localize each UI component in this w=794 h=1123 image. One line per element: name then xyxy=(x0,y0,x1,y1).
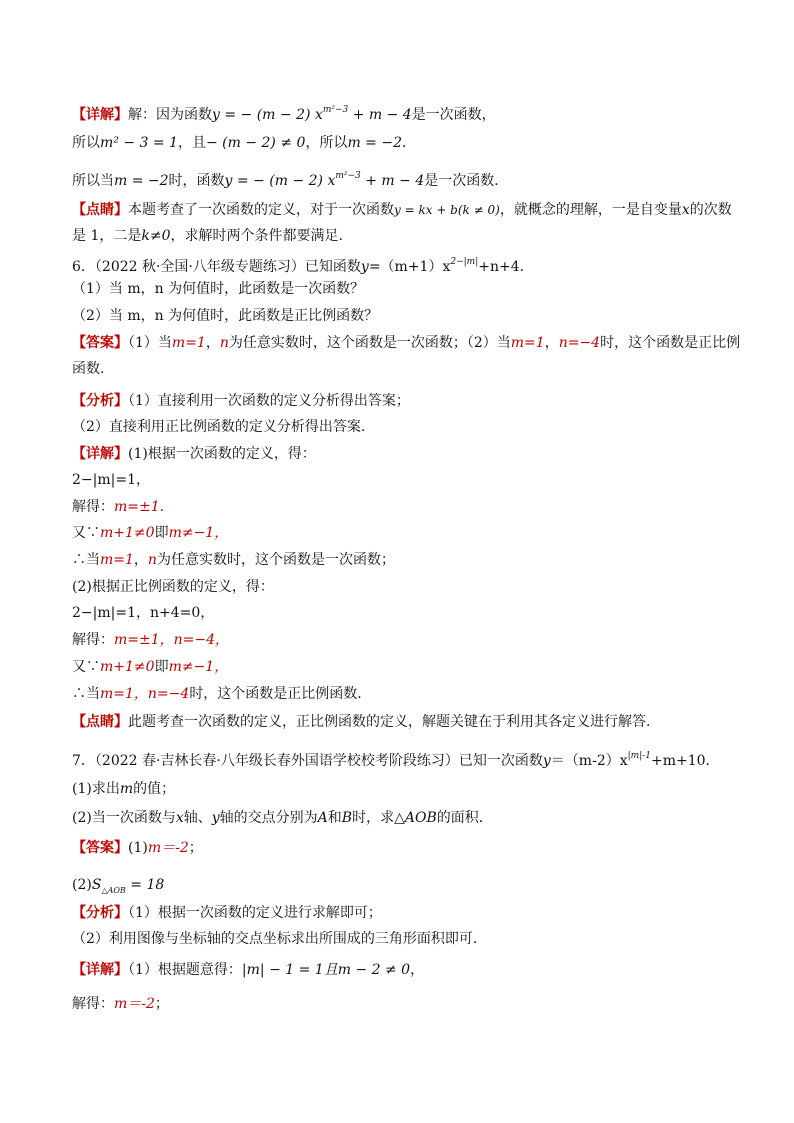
text: ， xyxy=(544,335,559,351)
bracket-open: 【 xyxy=(72,393,86,409)
bracket-open: 【 xyxy=(72,962,86,978)
q6-detail-1 xyxy=(72,444,734,464)
text: =（m+1）x xyxy=(368,259,451,275)
formula: y = − (m − 2) x xyxy=(224,173,336,189)
bracket-open: 【 xyxy=(72,905,86,921)
text: 是一次函数． xyxy=(424,173,509,189)
text: （1）当 xyxy=(128,335,172,351)
bracket-open: 【 xyxy=(72,202,86,218)
detail-label: 详解 xyxy=(86,446,114,462)
bracket-open: 【 xyxy=(72,335,86,351)
k-condition: k≠0 xyxy=(141,228,171,244)
q7-analysis-2: （2）利用图像与坐标轴的交点坐标求出所围成的三角形面积即可． xyxy=(72,931,487,947)
q6-answer-line-2: 函数. xyxy=(72,361,105,377)
text: 即 xyxy=(154,659,169,675)
text: 解得： xyxy=(72,632,114,648)
formula: + m − 4 xyxy=(348,107,412,123)
analysis-label: 分析 xyxy=(86,393,114,409)
text: +n+4． xyxy=(478,259,534,275)
detail-line-2 xyxy=(72,133,734,153)
area-subscript: △AOB xyxy=(101,886,126,895)
text: ； xyxy=(188,840,203,856)
text: 即 xyxy=(154,525,169,541)
text: 的次数 xyxy=(689,202,732,218)
text: 7．（2022 春·吉林长春·八年级长春外国语学校校考阶段练习）已知一次函数 xyxy=(72,753,543,769)
detail-line-3 xyxy=(72,166,734,191)
detail-line-1 xyxy=(72,100,734,125)
text: 时，这个函数是正比例 xyxy=(600,335,741,351)
bracket-close: 】 xyxy=(114,962,128,978)
text: (2)当一次函数与 xyxy=(72,810,176,826)
text: ＝（m-2）x xyxy=(550,753,628,769)
formula: y = kx + b(k ≠ 0) xyxy=(394,203,500,217)
value: m＝-2 xyxy=(147,840,189,856)
value: n=−4 xyxy=(558,335,601,351)
q6-detail-2: 2−|m|=1， xyxy=(72,472,150,488)
formula: − (m − 2) ≠ 0 xyxy=(205,135,306,151)
text: 时，函数 xyxy=(168,173,225,189)
bracket-open: 【 xyxy=(72,107,86,123)
bracket-close: 】 xyxy=(114,840,128,856)
text: 又∵ xyxy=(72,525,100,541)
value: m=1，n=−4 xyxy=(100,686,190,702)
value: m=1 xyxy=(171,335,206,351)
formula: y = − (m − 2) x xyxy=(212,107,323,123)
text: 的值； xyxy=(133,781,176,797)
text: ，就概念的理解，一是自变量 xyxy=(499,202,682,218)
text: 是 1，二是 xyxy=(72,228,142,244)
value: m+1≠0 xyxy=(100,659,155,675)
var-y: y xyxy=(542,753,551,769)
q7-analysis-1 xyxy=(72,903,734,923)
q6-detail-6: (2)根据正比例函数的定义，得： xyxy=(72,579,274,595)
formula: m = −2 xyxy=(347,135,402,151)
q7-sub2 xyxy=(72,808,734,828)
var-x: x xyxy=(681,202,690,218)
bracket-close: 】 xyxy=(114,714,128,730)
formula: + m − 4 xyxy=(360,173,425,189)
text: ； xyxy=(154,996,169,1012)
answer-label: 答案 xyxy=(86,840,114,856)
text: (1)根据一次函数的定义，得： xyxy=(128,446,316,462)
bracket-open: 【 xyxy=(72,446,86,462)
text: ，且 xyxy=(177,135,206,151)
point-b: B xyxy=(341,810,353,826)
text: （1）根据一次函数的定义进行求解即可； xyxy=(128,905,382,921)
q7-title xyxy=(72,746,734,771)
text: ． xyxy=(401,135,416,151)
analysis-label: 分析 xyxy=(86,905,114,921)
text: ∴当 xyxy=(72,552,100,568)
value: n xyxy=(219,335,229,351)
q6-detail-9 xyxy=(72,657,734,677)
text: 解：因为函数 xyxy=(128,107,212,123)
bracket-open: 【 xyxy=(72,714,86,730)
value: m≠−1， xyxy=(168,659,229,675)
text: 和 xyxy=(327,810,342,826)
bracket-close: 】 xyxy=(114,446,128,462)
q6-analysis-1 xyxy=(72,391,734,411)
detail-label: 详解 xyxy=(86,107,114,123)
value: m=±1，n=−4， xyxy=(114,632,230,648)
text: ，所以 xyxy=(305,135,348,151)
text: 为任意实数时，这个函数是一次函数；（2）当 xyxy=(228,335,511,351)
point-a: A xyxy=(317,810,328,826)
text: ， xyxy=(133,552,148,568)
answer-label: 答案 xyxy=(86,335,114,351)
text: +m+10． xyxy=(651,753,720,769)
q6-answer-line-1 xyxy=(72,333,741,353)
text: (2) xyxy=(72,877,92,893)
formula: |m| − 1 = 1且m − 2 ≠ 0 xyxy=(241,962,411,978)
formula: = 18 xyxy=(125,877,165,893)
bracket-close: 】 xyxy=(114,393,128,409)
text: 为任意实数时，这个函数是一次函数； xyxy=(156,552,395,568)
value: m=1 xyxy=(100,552,134,568)
bracket-close: 】 xyxy=(114,905,128,921)
text: 此题考查一次函数的定义，正比例函数的定义，解题关键在于利用其各定义进行解答. xyxy=(128,714,651,730)
q6-detail-3 xyxy=(72,497,734,517)
text: （1）根据题意得： xyxy=(128,962,242,978)
value: n xyxy=(147,552,157,568)
exponent: m²−3 xyxy=(322,105,349,115)
text: 所以 xyxy=(72,135,100,151)
text: 的面积． xyxy=(436,810,493,826)
triangle-aob: AOB xyxy=(404,810,437,826)
text: ∴当 xyxy=(72,686,100,702)
note-label: 点睛 xyxy=(86,202,114,218)
var-m: m xyxy=(119,781,134,797)
area-symbol: S xyxy=(91,877,102,893)
bracket-close: 】 xyxy=(114,335,128,351)
text: 又∵ xyxy=(72,659,100,675)
q7-answer-1 xyxy=(72,838,734,858)
value: m=1 xyxy=(510,335,545,351)
text: (1) xyxy=(128,840,148,856)
text: 时，这个函数是正比例函数. xyxy=(189,686,362,702)
bracket-close: 】 xyxy=(114,202,128,218)
q6-title xyxy=(72,252,734,277)
q6-note xyxy=(72,712,734,732)
bracket-open: 【 xyxy=(72,840,86,856)
q6-analysis-2: （2）直接利用正比例函数的定义分析得出答案. xyxy=(72,419,366,435)
exponent: |m|-1 xyxy=(627,751,651,761)
formula: m² − 3 = 1 xyxy=(100,135,178,151)
exponent: m²−3 xyxy=(335,171,361,181)
q6-detail-10 xyxy=(72,684,734,704)
text: 轴、 xyxy=(183,810,212,826)
text: （1）直接利用一次函数的定义分析得出答案； xyxy=(128,393,410,409)
q7-sub1 xyxy=(72,779,734,799)
q7-answer-2 xyxy=(72,875,734,901)
var-y: y xyxy=(211,810,220,826)
text: 所以当 xyxy=(72,173,114,189)
text: ，求解时两个条件都要满足. xyxy=(170,228,343,244)
formula: m = −2 xyxy=(114,173,169,189)
text: ， xyxy=(205,335,220,351)
q6-sub1: （1）当 m，n 为何值时，此函数是一次函数？ xyxy=(72,281,365,297)
var-x: x xyxy=(175,810,184,826)
text: 解得： xyxy=(72,996,114,1012)
value: m+1≠0 xyxy=(100,525,155,541)
q6-sub2: （2）当 m，n 为何值时，此函数是正比例函数？ xyxy=(72,308,379,324)
q7-detail-1 xyxy=(72,960,734,980)
text: 轴的交点分别为 xyxy=(219,810,318,826)
bracket-close: 】 xyxy=(114,107,128,123)
value: m≠−1， xyxy=(168,525,229,541)
text: 解得： xyxy=(72,499,114,515)
text: (1)求出 xyxy=(72,781,120,797)
q6-detail-4 xyxy=(72,523,734,543)
note-label: 点睛 xyxy=(86,714,114,730)
note-line-1 xyxy=(72,200,734,220)
text: 时，求△ xyxy=(352,810,405,826)
value: m=±1. xyxy=(114,499,165,515)
var-y: y xyxy=(360,259,369,275)
q7-detail-2 xyxy=(72,994,734,1014)
q6-detail-8 xyxy=(72,630,734,650)
exponent: 2−|m| xyxy=(450,257,479,267)
text: 是一次函数， xyxy=(411,107,496,123)
detail-label: 详解 xyxy=(86,962,114,978)
q6-detail-7: 2−|m|=1，n+4=0， xyxy=(72,605,215,621)
value: m＝-2 xyxy=(114,996,155,1012)
text: ， xyxy=(410,962,425,978)
note-line-2 xyxy=(72,226,734,246)
q6-detail-5 xyxy=(72,550,734,570)
text: 本题考查了一次函数的定义，对于一次函数 xyxy=(128,202,394,218)
text: 6．（2022 秋·全国·八年级专题练习）已知函数 xyxy=(72,259,361,275)
